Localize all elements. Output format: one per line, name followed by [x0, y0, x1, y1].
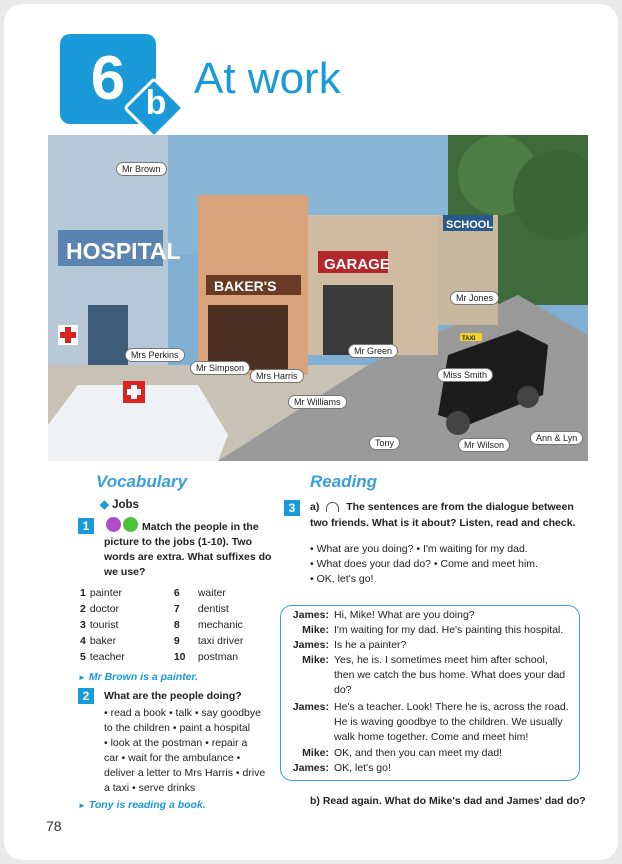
label-mrs-harris: Mrs Harris: [250, 369, 304, 383]
label-mr-jones: Mr Jones: [450, 291, 499, 305]
label-mr-williams: Mr Williams: [288, 395, 347, 409]
label-mr-brown: Mr Brown: [116, 162, 167, 176]
vocabulary-heading: Vocabulary: [96, 472, 188, 491]
unit-number-tile: 6: [60, 34, 156, 124]
exercise-3a-line1: a) The sentences are from the dialogue between: [310, 501, 574, 513]
school-sign: SCHOOL: [446, 219, 494, 231]
dialogue-box: James: Hi, Mike! What are you doing? Mike: I'm waiting for my dad. He's painting this hospital. James: Is he a painter? Mike: Yes, he is. I sometimes meet him after school, then we catch the bus home. What does your dad do? James: He's a teacher. Look! There he is, across the road. He is waving goodbye to the children. We usually walk home together. Come and meet him! Mike: OK, and then you can meet my dad! James: OK, let's go!: [280, 605, 580, 781]
label-mrs-perkins: Mrs Perkins: [125, 348, 185, 362]
label-ann-lyn: Ann & Lyn: [530, 431, 583, 445]
exercise-3a-line2: two friends. What is it about? Listen, read and check.: [310, 517, 576, 529]
exercise-2-number: 2: [78, 688, 94, 704]
exercise-2-title: What are the people doing?: [104, 690, 242, 702]
diamond-bullet-icon: ◆: [100, 499, 109, 511]
label-miss-smith: Miss Smith: [437, 368, 493, 382]
arrow-icon: ►: [78, 673, 86, 682]
textbook-page: [4, 4, 618, 860]
page-number: 78: [46, 818, 62, 834]
jobs-list: 1 painter 6 waiter 2 doctor 7 dentist 3 tourist 8 mechanic 4 baker 9 taxi driver 5 teacher 10 postman: [80, 587, 244, 663]
exercise-3b: b) Read again. What do Mike's dad and James' dad do?: [310, 795, 586, 807]
reading-heading: Reading: [310, 472, 378, 491]
hospital-sign: HOSPITAL: [66, 238, 181, 264]
page-title: At work: [194, 54, 341, 103]
exercise-1-example: ► Mr Brown is a painter.: [78, 671, 198, 683]
unit-letter: b: [145, 84, 167, 122]
street-scene-drawing: [48, 135, 588, 461]
exercise-2-phrases: • read a book • talk • say goodbye to the children • paint a hospital • look at the postman • repair a car • wait for the ambulance • deliver a letter to Mrs Harris • drive a taxi • serve drinks: [104, 707, 266, 794]
label-mr-simpson: Mr Simpson: [190, 361, 250, 375]
jobs-subheading: ◆ Jobs: [100, 499, 139, 511]
street-illustration: [48, 135, 588, 461]
arrow-icon: ►: [78, 801, 86, 810]
label-tony: Tony: [369, 436, 400, 450]
dialogue-sentences: • What are you doing? • I'm waiting for my dad. • What does your dad do? • Come and meet him. • OK, let's go!: [310, 543, 538, 585]
exercise-3-number: 3: [284, 500, 300, 516]
taxi-sign: TAXI: [462, 336, 476, 342]
garage-sign: GARAGE: [324, 256, 390, 273]
bakers-sign: BAKER'S: [214, 278, 277, 294]
exercise-2-example: ► Tony is reading a book.: [78, 799, 206, 811]
label-mr-wilson: Mr Wilson: [458, 438, 510, 452]
label-mr-green: Mr Green: [348, 344, 398, 358]
headphones-icon[interactable]: [326, 502, 339, 512]
exercise-1-instructions: Match the people in the picture to the jobs (1-10). Two words are extra. What suffixes do we use?: [104, 521, 272, 578]
exercise-1-number: 1: [78, 518, 94, 534]
